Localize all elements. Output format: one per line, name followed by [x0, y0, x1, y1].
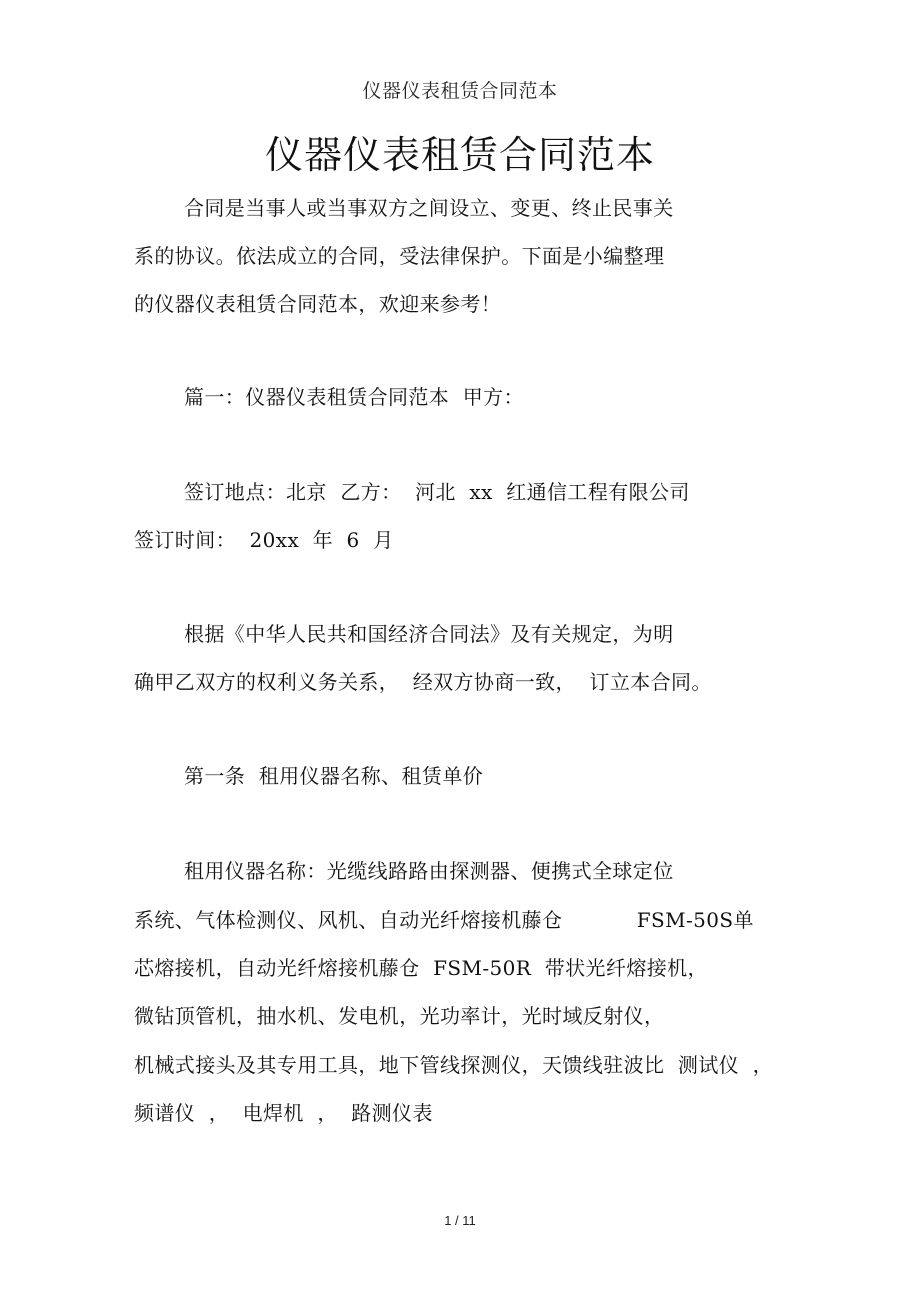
equipment-line-6: 频谱仪 ， 电焊机 ， 路测仪表	[134, 1101, 433, 1125]
equipment-line-5: 机械式接头及其专用工具，地下管线探测仪，天馈线驻波比 测试仪 ，	[134, 1053, 774, 1077]
signing-time-line: 签订时间： 20xx 年 6 月	[134, 528, 394, 552]
equipment-line-2: 系统、气体检测仪、风机、自动光纤熔接机藤仓 FSM-50S单	[134, 908, 754, 932]
section-heading-part-one: 篇一：仪器仪表租赁合同范本 甲方：	[184, 385, 524, 409]
intro-line-1: 合同是当事人或当事双方之间设立、变更、终止民事关	[184, 196, 674, 220]
signing-place-line: 签订地点：北京 乙方： 河北 xx 红通信工程有限公司	[184, 480, 690, 504]
page-indicator: 1 / 11	[444, 1213, 476, 1228]
document-title: 仪器仪表租赁合同范本	[264, 133, 655, 177]
intro-line-2: 系的协议。依法成立的合同，受法律保护。下面是小编整理	[134, 244, 665, 268]
equipment-line-3: 芯熔接机，自动光纤熔接机藤仓 FSM-50R 带状光纤熔接机，	[134, 956, 708, 980]
intro-line-3: 的仪器仪表租赁合同范本，欢迎来参考！	[134, 292, 502, 316]
equipment-line-1: 租用仪器名称：光缆线路路由探测器、便携式全球定位	[184, 859, 674, 883]
equipment-line-4: 微钻顶管机，抽水机、发电机，光功率计，光时域反射仪，	[134, 1004, 665, 1028]
basis-line-1: 根据《中华人民共和国经济合同法》及有关规定，为明	[184, 622, 674, 646]
running-header: 仪器仪表租赁合同范本	[362, 80, 558, 102]
basis-line-2: 确甲乙双方的权利义务关系， 经双方协商一致， 订立本合同。	[134, 670, 712, 694]
article-one-heading: 第一条 租用仪器名称、租赁单价	[184, 764, 484, 788]
